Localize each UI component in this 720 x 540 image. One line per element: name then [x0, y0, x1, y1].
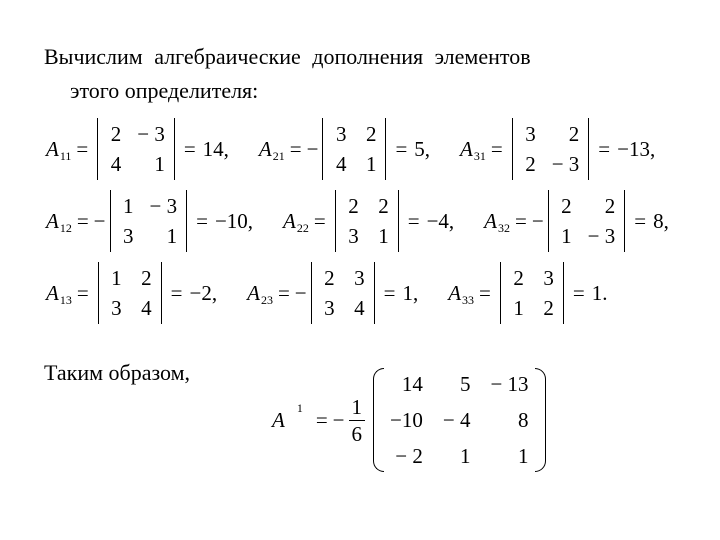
cofactor-value: −4, [426, 208, 455, 233]
cofactor-a13: A 13 = 1 2 3 4 = −2, [46, 262, 217, 324]
superscript: 1 [296, 400, 303, 415]
right-paren [535, 368, 546, 472]
cofactor-value: −13, [617, 136, 656, 161]
intro-paragraph [44, 40, 684, 108]
inverse-matrix: 14 5 − 13 −10 − 4 8 − 2 1 1 [373, 368, 546, 472]
cofactor-a32: A 32 = − 2 2 1 − 3 = 8, [484, 190, 669, 252]
cofactor-row-3 [46, 262, 607, 324]
cofactor-a21: A 21 = − 3 2 4 1 = 5, [259, 118, 430, 180]
cofactor-a12: A 12 = − 1 − 3 3 1 = −10, [46, 190, 253, 252]
cofactor-value: −10, [214, 208, 254, 233]
cofactor-a33: A 33 = 2 3 1 2 = 1. [448, 262, 607, 324]
cofactor-a23: A 23 = − 2 3 3 4 = 1, [247, 262, 418, 324]
determinant: 2 3 1 2 [500, 262, 564, 324]
cofactor-value: 1, [402, 280, 419, 305]
cofactor-row-2 [46, 190, 669, 252]
cofactor-value: 5, [414, 136, 431, 161]
determinant: 1 − 3 3 1 [110, 190, 188, 252]
determinant: 1 2 3 4 [98, 262, 162, 324]
inverse-matrix-formula: A 1 = − $\frac{1}{6}$ 14 5 − 13 −10 − 4 8 − 2 1 1 [272, 368, 546, 472]
cofactor-row-1 [46, 118, 655, 180]
fraction: $\frac{1}{6}$ [349, 394, 366, 447]
left-paren [373, 368, 384, 472]
determinant: 2 − 3 4 1 [97, 118, 175, 180]
determinant: 2 2 1 − 3 [548, 190, 626, 252]
cofactor-value: 1. [591, 280, 608, 305]
sign: − [332, 407, 345, 432]
cofactor-value: −2, [189, 280, 218, 305]
cofactor-value: 14, [202, 136, 229, 161]
cofactor-a22: A 22 = 2 2 3 1 = −4, [283, 190, 454, 252]
determinant: 2 3 3 4 [311, 262, 375, 324]
cofactor-a11: A 11 = 2 − 3 4 1 = 14, [46, 118, 229, 180]
determinant: 3 2 4 1 [322, 118, 386, 180]
determinant: 3 2 2 − 3 [512, 118, 590, 180]
conclusion-label: Таким образом, [44, 360, 191, 385]
intro-line-1: Вычислим алгебраические дополнения элементов [44, 44, 531, 69]
intro-line-2: этого определителя: [70, 78, 259, 103]
determinant: 2 2 3 1 [335, 190, 399, 252]
matrix-symbol: A [272, 407, 285, 432]
cofactor-a31: A 31 = 3 2 2 − 3 = −13, [460, 118, 655, 180]
cofactor-value: 8, [653, 208, 669, 233]
